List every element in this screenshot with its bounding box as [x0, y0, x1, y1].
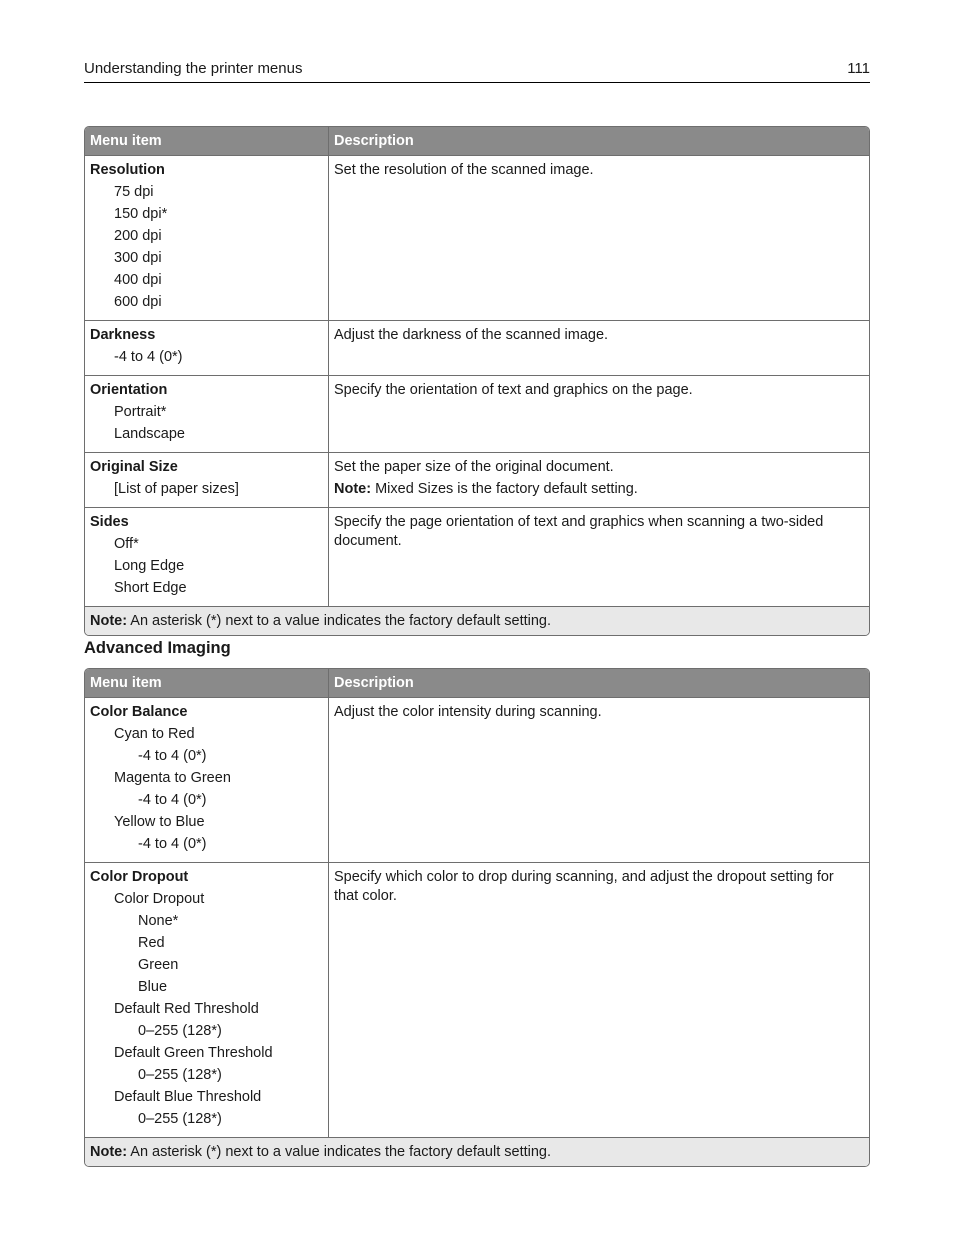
description-text: Adjust the darkness of the scanned image.	[334, 327, 609, 343]
advanced-imaging-table	[84, 668, 870, 1167]
item-value: Landscape	[114, 426, 185, 442]
description-text: Set the paper size of the original document.	[334, 459, 614, 475]
item-value: Off*	[114, 536, 139, 552]
item-title: Orientation	[90, 382, 168, 398]
table-row-original-size	[85, 452, 869, 507]
item-value: -4 to 4 (0*)	[114, 349, 183, 365]
menu-item-cell	[85, 698, 329, 862]
sub-item-label: Yellow to Blue	[114, 814, 205, 830]
header-description: Description	[334, 133, 414, 149]
item-title: Sides	[90, 514, 129, 530]
sub-item-value: -4 to 4 (0*)	[138, 792, 207, 808]
table-row-resolution	[85, 155, 869, 320]
description-text: Specify the orientation of text and graphics on the page.	[334, 382, 693, 398]
page-number: 111	[847, 60, 870, 77]
description-note	[334, 480, 863, 502]
item-value: [List of paper sizes]	[114, 481, 239, 497]
table-row-color-balance	[85, 697, 869, 862]
description-cell	[329, 156, 869, 320]
item-value: Short Edge	[114, 580, 187, 596]
sub-item-value: -4 to 4 (0*)	[138, 748, 207, 764]
item-value: 200 dpi	[114, 228, 162, 244]
item-title: Darkness	[90, 327, 156, 343]
menu-item-cell	[85, 156, 329, 320]
running-header	[84, 60, 870, 83]
item-value: 300 dpi	[114, 250, 162, 266]
item-value: 600 dpi	[114, 294, 162, 310]
description-cell	[329, 321, 869, 375]
item-title: Original Size	[90, 459, 178, 475]
sub-item-label: Magenta to Green	[114, 770, 231, 786]
sub-item-label: Cyan to Red	[114, 726, 195, 742]
description-text: Set the resolution of the scanned image.	[334, 162, 594, 178]
table-header	[85, 127, 869, 155]
description-cell	[329, 508, 869, 606]
description-cell	[329, 863, 869, 1137]
sub-item-value: 0–255 (128*)	[138, 1111, 222, 1127]
menu-item-cell	[85, 376, 329, 452]
table-row-color-dropout	[85, 862, 869, 1137]
sub-item-value: None*	[138, 913, 179, 929]
sub-item-label: Default Green Threshold	[114, 1045, 273, 1061]
sub-item-value: 0–255 (128*)	[138, 1023, 222, 1039]
scan-settings-table	[84, 126, 870, 636]
description-cell	[329, 376, 869, 452]
menu-item-cell	[85, 508, 329, 606]
sub-item-value: Green	[138, 957, 179, 973]
menu-item-cell	[85, 453, 329, 507]
table-footer-note	[85, 606, 869, 635]
table-row-orientation	[85, 375, 869, 452]
description-cell	[329, 698, 869, 862]
menu-item-cell	[85, 863, 329, 1137]
description-text: Adjust the color intensity during scanning.	[334, 704, 602, 720]
description-text-line: Specify the page orientation of text and graphics when scanning a two-sided	[334, 514, 824, 530]
note-label: Note:	[90, 613, 128, 629]
note-label: Note:	[90, 1144, 128, 1160]
description-text-line: that color.	[334, 888, 397, 904]
item-value: 75 dpi	[114, 184, 154, 200]
item-title: Color Dropout	[90, 869, 189, 885]
header-description: Description	[334, 675, 414, 691]
sub-item-label: Color Dropout	[114, 891, 205, 907]
sub-item-value: -4 to 4 (0*)	[138, 836, 207, 852]
item-title: Color Balance	[90, 704, 188, 720]
note-text: An asterisk (*) next to a value indicates the factory default setting.	[127, 613, 552, 629]
header-menu-item: Menu item	[85, 669, 329, 697]
sub-item-label: Default Blue Threshold	[114, 1089, 262, 1105]
note-text: Mixed Sizes is the factory default setting.	[371, 481, 638, 497]
header-menu-item: Menu item	[85, 127, 329, 155]
description-text-line: document.	[334, 533, 402, 549]
description-text-line: Specify which color to drop during scanning, and adjust the dropout setting for	[334, 869, 834, 885]
sub-item-value: Red	[138, 935, 165, 951]
table-row-darkness	[85, 320, 869, 375]
note-text: An asterisk (*) next to a value indicates the factory default setting.	[127, 1144, 552, 1160]
section-title: Advanced Imaging	[84, 639, 231, 657]
note-label: Note:	[334, 481, 372, 497]
header-title: Understanding the printer menus	[84, 60, 303, 77]
item-title: Resolution	[90, 162, 165, 178]
table-row-sides	[85, 507, 869, 606]
sub-item-label: Default Red Threshold	[114, 1001, 259, 1017]
item-value: 150 dpi*	[114, 206, 168, 222]
description-cell	[329, 453, 869, 507]
sub-item-value: 0–255 (128*)	[138, 1067, 222, 1083]
table-header	[85, 669, 869, 697]
item-value: 400 dpi	[114, 272, 162, 288]
sub-item-value: Blue	[138, 979, 168, 995]
item-value: Long Edge	[114, 558, 185, 574]
item-value: Portrait*	[114, 404, 167, 420]
table-footer-note	[85, 1137, 869, 1166]
menu-item-cell	[85, 321, 329, 375]
